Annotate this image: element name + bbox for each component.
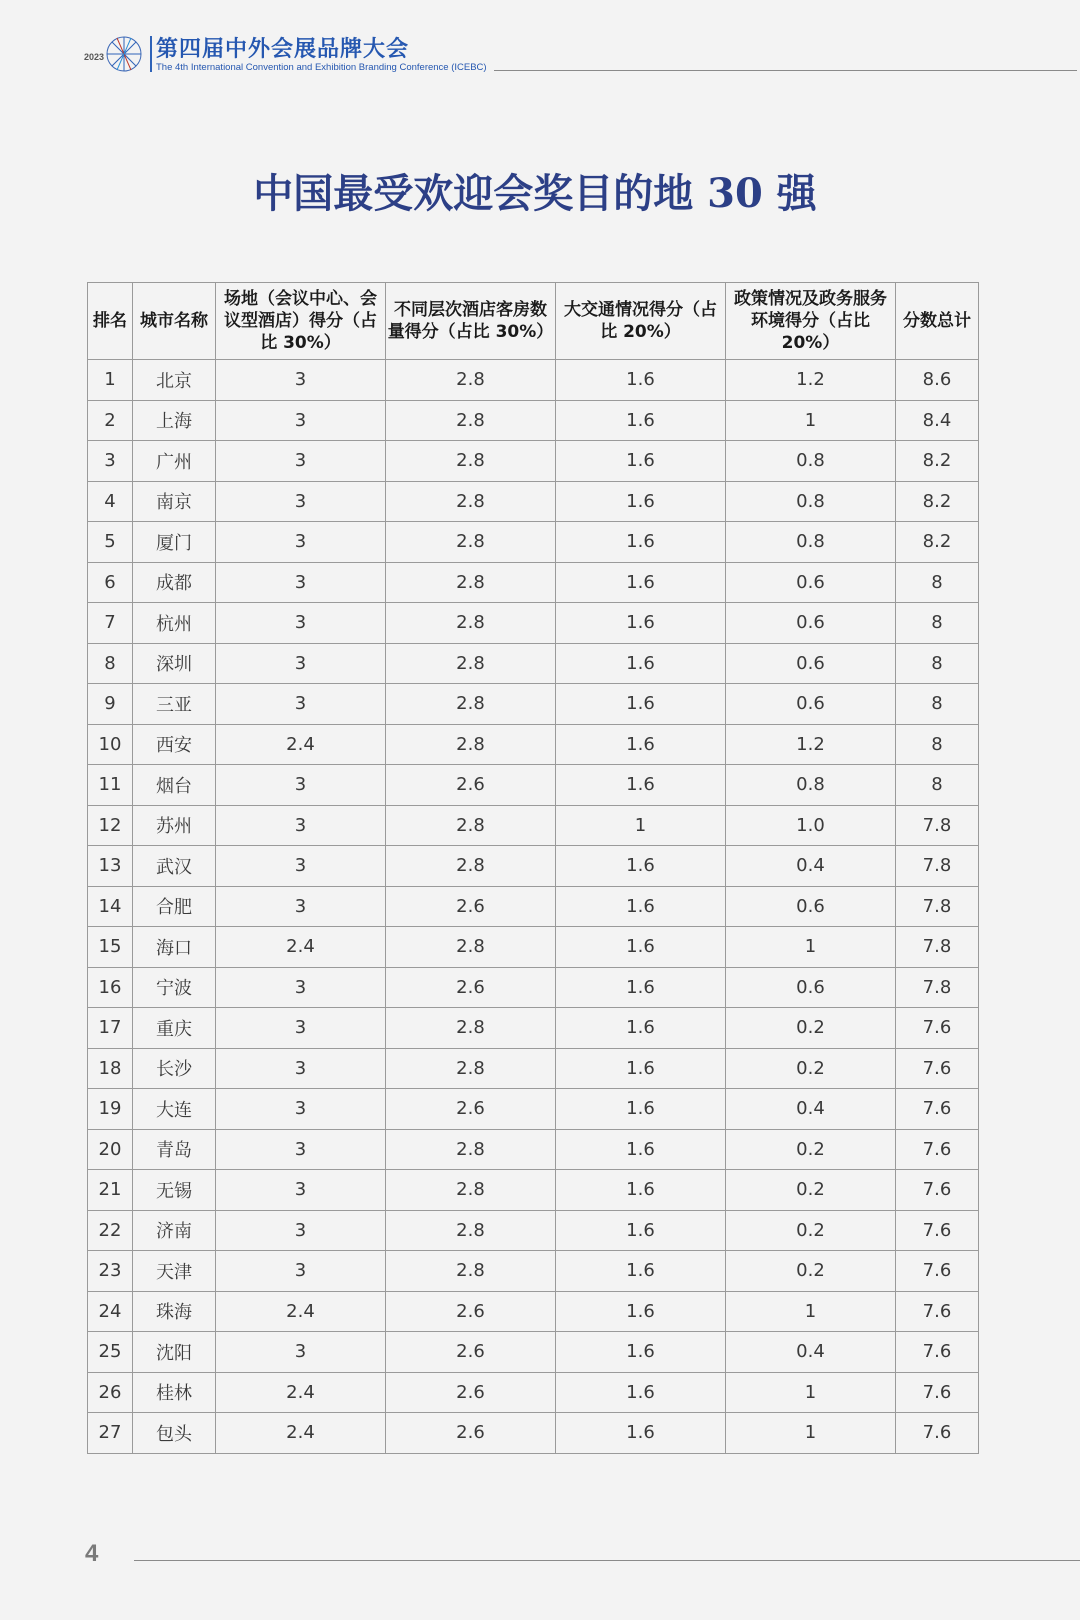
venue-score-cell: 2.4: [216, 1291, 386, 1332]
hotel-score-cell: 2.8: [386, 1210, 556, 1251]
hotel-score-cell: 2.8: [386, 846, 556, 887]
policy-score-cell: 0.4: [726, 1332, 896, 1373]
table-row: [88, 1008, 979, 1049]
table-row: [88, 967, 979, 1008]
venue-score-cell: 2.4: [216, 1413, 386, 1454]
city-cell: 杭州: [133, 603, 216, 644]
table-row: [88, 1251, 979, 1292]
hotel-score-cell: 2.8: [386, 522, 556, 563]
venue-score-cell: 3: [216, 846, 386, 887]
city-cell: 烟台: [133, 765, 216, 806]
table-row: [88, 765, 979, 806]
table-row: [88, 1332, 979, 1373]
table-row: [88, 643, 979, 684]
city-cell: 天津: [133, 1251, 216, 1292]
policy-score-cell: 1: [726, 927, 896, 968]
rank-cell: 7: [88, 603, 133, 644]
venue-score-cell: 3: [216, 481, 386, 522]
hotel-score-cell: 2.8: [386, 1048, 556, 1089]
total-cell: 7.6: [896, 1008, 979, 1049]
venue-score-cell: 3: [216, 1210, 386, 1251]
table-row: [88, 805, 979, 846]
venue-score-cell: 3: [216, 562, 386, 603]
policy-score-cell: 0.2: [726, 1170, 896, 1211]
venue-score-cell: 3: [216, 886, 386, 927]
transport-score-cell: 1.6: [556, 1008, 726, 1049]
city-cell: 大连: [133, 1089, 216, 1130]
rank-cell: 25: [88, 1332, 133, 1373]
transport-score-cell: 1.6: [556, 562, 726, 603]
transport-score-cell: 1.6: [556, 967, 726, 1008]
table-body: [88, 360, 979, 1454]
venue-score-header: 场地（会议中心、会议型酒店）得分（占比 30%）: [216, 283, 386, 360]
rank-cell: 5: [88, 522, 133, 563]
table-row: [88, 562, 979, 603]
policy-score-cell: 1: [726, 1413, 896, 1454]
transport-score-cell: 1.6: [556, 603, 726, 644]
total-cell: 7.6: [896, 1048, 979, 1089]
venue-score-cell: 3: [216, 1251, 386, 1292]
city-cell: 济南: [133, 1210, 216, 1251]
hotel-score-cell: 2.6: [386, 1372, 556, 1413]
venue-score-cell: 3: [216, 1048, 386, 1089]
city-cell: 西安: [133, 724, 216, 765]
total-cell: 8: [896, 684, 979, 725]
city-cell: 沈阳: [133, 1332, 216, 1373]
transport-score-cell: 1.6: [556, 1048, 726, 1089]
policy-score-cell: 0.6: [726, 886, 896, 927]
conference-title-en: The 4th International Convention and Exhibition Branding Conference (ICEBC): [156, 62, 487, 73]
rank-cell: 9: [88, 684, 133, 725]
city-cell: 海口: [133, 927, 216, 968]
table-row: [88, 360, 979, 401]
transport-score-cell: 1.6: [556, 1170, 726, 1211]
page-number: 4: [85, 1540, 99, 1567]
rank-cell: 19: [88, 1089, 133, 1130]
hotel-score-cell: 2.8: [386, 1008, 556, 1049]
city-cell: 广州: [133, 441, 216, 482]
venue-score-cell: 3: [216, 684, 386, 725]
table-row: [88, 1129, 979, 1170]
venue-score-cell: 3: [216, 805, 386, 846]
city-cell: 北京: [133, 360, 216, 401]
rank-cell: 16: [88, 967, 133, 1008]
hotel-score-cell: 2.6: [386, 886, 556, 927]
rank-cell: 1: [88, 360, 133, 401]
city-cell: 珠海: [133, 1291, 216, 1332]
rank-cell: 24: [88, 1291, 133, 1332]
transport-score-cell: 1.6: [556, 441, 726, 482]
transport-score-cell: 1.6: [556, 1372, 726, 1413]
total-cell: 8: [896, 603, 979, 644]
rank-header: 排名: [88, 283, 133, 360]
policy-score-cell: 1: [726, 400, 896, 441]
total-cell: 8: [896, 765, 979, 806]
header-rule: [494, 70, 1077, 71]
logo-year: 2023: [84, 52, 105, 62]
transport-score-cell: 1.6: [556, 684, 726, 725]
hotel-score-cell: 2.8: [386, 684, 556, 725]
policy-score-cell: 0.8: [726, 522, 896, 563]
table-row: [88, 886, 979, 927]
policy-score-cell: 0.8: [726, 441, 896, 482]
policy-score-cell: 1: [726, 1372, 896, 1413]
hotel-score-cell: 2.8: [386, 1251, 556, 1292]
city-cell: 深圳: [133, 643, 216, 684]
transport-score-cell: 1.6: [556, 1413, 726, 1454]
city-cell: 长沙: [133, 1048, 216, 1089]
table-row: [88, 441, 979, 482]
ranking-table: [87, 282, 979, 1454]
header-separator: [150, 36, 152, 72]
hotel-score-cell: 2.8: [386, 1170, 556, 1211]
transport-score-cell: 1.6: [556, 846, 726, 887]
total-cell: 7.6: [896, 1170, 979, 1211]
transport-score-cell: 1.6: [556, 927, 726, 968]
city-cell: 南京: [133, 481, 216, 522]
table-row: [88, 1413, 979, 1454]
total-cell: 7.6: [896, 1291, 979, 1332]
policy-score-cell: 0.6: [726, 562, 896, 603]
city-header: 城市名称: [133, 283, 216, 360]
total-cell: 8.4: [896, 400, 979, 441]
total-cell: 7.8: [896, 846, 979, 887]
hotel-score-cell: 2.8: [386, 360, 556, 401]
table-row: [88, 1170, 979, 1211]
hotel-score-cell: 2.8: [386, 603, 556, 644]
table-header-row: [88, 283, 979, 360]
rank-cell: 20: [88, 1129, 133, 1170]
rank-cell: 13: [88, 846, 133, 887]
transport-score-cell: 1.6: [556, 522, 726, 563]
total-cell: 8.2: [896, 441, 979, 482]
total-cell: 8: [896, 643, 979, 684]
rank-cell: 23: [88, 1251, 133, 1292]
total-cell: 8: [896, 562, 979, 603]
header: [84, 32, 996, 76]
venue-score-cell: 3: [216, 603, 386, 644]
policy-score-cell: 1.2: [726, 724, 896, 765]
rank-cell: 27: [88, 1413, 133, 1454]
rank-cell: 10: [88, 724, 133, 765]
hotel-score-cell: 2.6: [386, 1089, 556, 1130]
city-cell: 青岛: [133, 1129, 216, 1170]
policy-score-cell: 0.2: [726, 1251, 896, 1292]
transport-score-cell: 1.6: [556, 1210, 726, 1251]
rank-cell: 21: [88, 1170, 133, 1211]
total-cell: 7.6: [896, 1413, 979, 1454]
city-cell: 桂林: [133, 1372, 216, 1413]
venue-score-cell: 3: [216, 1129, 386, 1170]
policy-score-cell: 0.2: [726, 1210, 896, 1251]
venue-score-cell: 3: [216, 1332, 386, 1373]
policy-score-cell: 0.4: [726, 846, 896, 887]
venue-score-cell: 2.4: [216, 1372, 386, 1413]
city-cell: 苏州: [133, 805, 216, 846]
rank-cell: 3: [88, 441, 133, 482]
total-cell: 7.8: [896, 805, 979, 846]
rank-cell: 11: [88, 765, 133, 806]
rank-cell: 4: [88, 481, 133, 522]
table-row: [88, 1210, 979, 1251]
rank-cell: 15: [88, 927, 133, 968]
hotel-score-cell: 2.8: [386, 724, 556, 765]
table-row: [88, 1372, 979, 1413]
policy-score-cell: 0.4: [726, 1089, 896, 1130]
transport-score-cell: 1.6: [556, 360, 726, 401]
total-cell: 7.6: [896, 1129, 979, 1170]
table-row: [88, 400, 979, 441]
policy-score-cell: 0.8: [726, 481, 896, 522]
hotel-score-cell: 2.8: [386, 1129, 556, 1170]
city-cell: 武汉: [133, 846, 216, 887]
rank-cell: 6: [88, 562, 133, 603]
hotel-score-cell: 2.6: [386, 967, 556, 1008]
hotel-score-cell: 2.6: [386, 1413, 556, 1454]
hotel-score-cell: 2.6: [386, 765, 556, 806]
total-cell: 8.6: [896, 360, 979, 401]
total-cell: 8.2: [896, 481, 979, 522]
total-cell: 7.6: [896, 1372, 979, 1413]
rank-cell: 26: [88, 1372, 133, 1413]
total-cell: 7.6: [896, 1089, 979, 1130]
hotel-score-cell: 2.8: [386, 927, 556, 968]
table-row: [88, 1089, 979, 1130]
policy-score-cell: 0.6: [726, 684, 896, 725]
rank-cell: 8: [88, 643, 133, 684]
table-row: [88, 684, 979, 725]
total-cell: 7.6: [896, 1210, 979, 1251]
policy-score-cell: 0.6: [726, 967, 896, 1008]
total-cell: 8: [896, 724, 979, 765]
hotel-score-cell: 2.8: [386, 400, 556, 441]
table-row: [88, 481, 979, 522]
rank-cell: 18: [88, 1048, 133, 1089]
total-cell: 7.8: [896, 927, 979, 968]
venue-score-cell: 3: [216, 765, 386, 806]
total-cell: 7.6: [896, 1251, 979, 1292]
table-row: [88, 603, 979, 644]
hotel-score-cell: 2.6: [386, 1332, 556, 1373]
city-cell: 宁波: [133, 967, 216, 1008]
city-cell: 包头: [133, 1413, 216, 1454]
rank-cell: 17: [88, 1008, 133, 1049]
policy-score-cell: 0.6: [726, 603, 896, 644]
venue-score-cell: 3: [216, 441, 386, 482]
city-cell: 三亚: [133, 684, 216, 725]
total-cell: 8.2: [896, 522, 979, 563]
hotel-score-header: 不同层次酒店客房数量得分（占比 30%）: [386, 283, 556, 360]
venue-score-cell: 3: [216, 967, 386, 1008]
transport-score-cell: 1.6: [556, 1129, 726, 1170]
rank-cell: 14: [88, 886, 133, 927]
venue-score-cell: 2.4: [216, 927, 386, 968]
table-row: [88, 522, 979, 563]
rank-cell: 12: [88, 805, 133, 846]
venue-score-cell: 3: [216, 360, 386, 401]
transport-score-cell: 1.6: [556, 481, 726, 522]
total-header: 分数总计: [896, 283, 979, 360]
rank-cell: 22: [88, 1210, 133, 1251]
transport-score-cell: 1.6: [556, 1291, 726, 1332]
policy-score-header: 政策情况及政务服务环境得分（占比 20%）: [726, 283, 896, 360]
policy-score-cell: 1.0: [726, 805, 896, 846]
policy-score-cell: 0.2: [726, 1008, 896, 1049]
total-cell: 7.8: [896, 886, 979, 927]
hotel-score-cell: 2.6: [386, 1291, 556, 1332]
table-row: [88, 1291, 979, 1332]
total-cell: 7.6: [896, 1332, 979, 1373]
policy-score-cell: 1.2: [726, 360, 896, 401]
transport-score-cell: 1.6: [556, 1332, 726, 1373]
city-cell: 无锡: [133, 1170, 216, 1211]
total-cell: 7.8: [896, 967, 979, 1008]
venue-score-cell: 2.4: [216, 724, 386, 765]
rank-cell: 2: [88, 400, 133, 441]
table-row: [88, 927, 979, 968]
policy-score-cell: 0.6: [726, 643, 896, 684]
venue-score-cell: 3: [216, 522, 386, 563]
transport-score-cell: 1.6: [556, 643, 726, 684]
conference-logo: [84, 34, 144, 74]
transport-score-cell: 1.6: [556, 1251, 726, 1292]
table-row: [88, 1048, 979, 1089]
city-cell: 上海: [133, 400, 216, 441]
transport-score-cell: 1: [556, 805, 726, 846]
transport-score-cell: 1.6: [556, 886, 726, 927]
venue-score-cell: 3: [216, 643, 386, 684]
policy-score-cell: 0.8: [726, 765, 896, 806]
hotel-score-cell: 2.8: [386, 562, 556, 603]
venue-score-cell: 3: [216, 400, 386, 441]
venue-score-cell: 3: [216, 1089, 386, 1130]
hotel-score-cell: 2.8: [386, 805, 556, 846]
city-cell: 合肥: [133, 886, 216, 927]
policy-score-cell: 1: [726, 1291, 896, 1332]
page-title: 中国最受欢迎会奖目的地 30 强: [253, 170, 817, 217]
city-cell: 厦门: [133, 522, 216, 563]
transport-score-cell: 1.6: [556, 765, 726, 806]
transport-score-cell: 1.6: [556, 400, 726, 441]
transport-score-header: 大交通情况得分（占比 20%）: [556, 283, 726, 360]
table-row: [88, 724, 979, 765]
transport-score-cell: 1.6: [556, 724, 726, 765]
city-cell: 成都: [133, 562, 216, 603]
venue-score-cell: 3: [216, 1008, 386, 1049]
transport-score-cell: 1.6: [556, 1089, 726, 1130]
city-cell: 重庆: [133, 1008, 216, 1049]
footer-rule: [134, 1560, 1080, 1561]
conference-title-cn: 第四届中外会展品牌大会: [156, 37, 410, 62]
policy-score-cell: 0.2: [726, 1048, 896, 1089]
venue-score-cell: 3: [216, 1170, 386, 1211]
policy-score-cell: 0.2: [726, 1129, 896, 1170]
hotel-score-cell: 2.8: [386, 643, 556, 684]
hotel-score-cell: 2.8: [386, 481, 556, 522]
hotel-score-cell: 2.8: [386, 441, 556, 482]
table-row: [88, 846, 979, 887]
